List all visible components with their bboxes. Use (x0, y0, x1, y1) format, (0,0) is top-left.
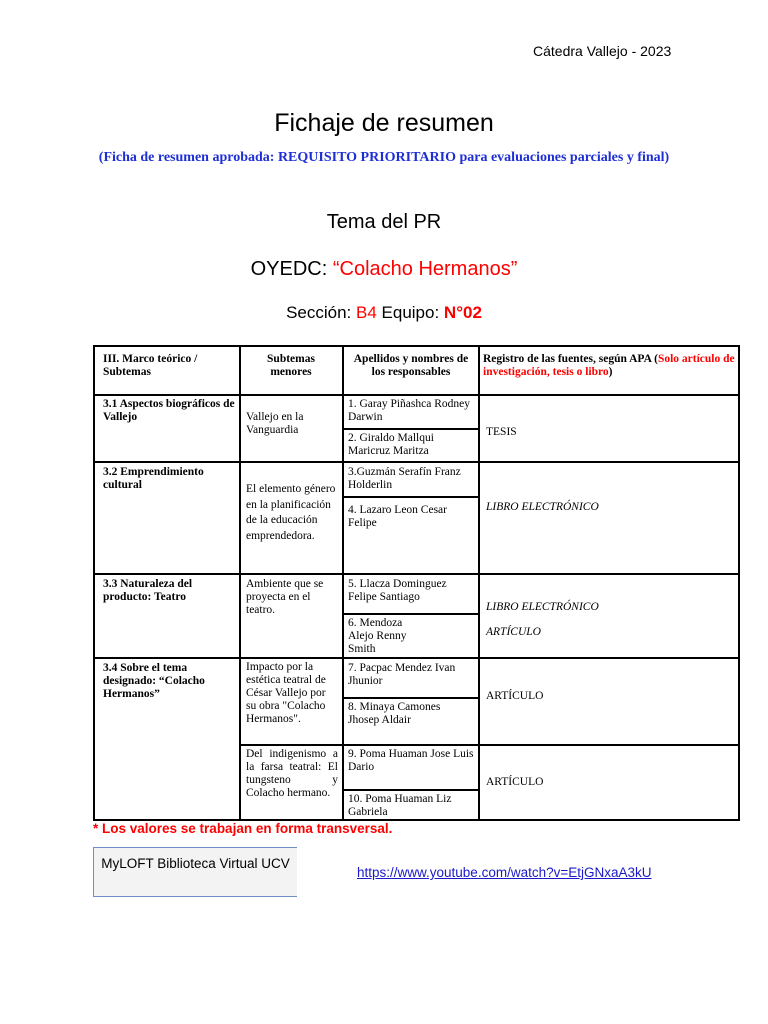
table-col-divider (239, 345, 241, 821)
row4-resp-1: 7. Pacpac Mendez Ivan Jhunior (348, 662, 456, 687)
row3-marco: 3.3 Naturaleza del producto: Teatro (103, 578, 193, 603)
team-label: Equipo: (376, 303, 444, 322)
row5-fuente: ARTÍCULO (486, 776, 544, 788)
table-row-divider (239, 744, 739, 746)
oyedc-heading (0, 258, 768, 281)
table-row-divider (93, 394, 739, 396)
resp-divider (342, 789, 478, 791)
oyedc-value: “Colacho Hermanos” (332, 258, 518, 280)
resp-divider (342, 697, 478, 699)
row5-resp-1: 9. Poma Huaman Jose Luis Dario (348, 748, 474, 773)
row4-fuente: ARTÍCULO (486, 690, 544, 702)
youtube-link[interactable]: https://www.youtube.com/watch?v=EtjGNxaA3kU (357, 865, 652, 880)
row1-marco: 3.1 Aspectos biográficos de Vallejo (103, 398, 235, 423)
section-team-line (0, 303, 768, 323)
row2-fuente: LIBRO ELECTRÓNICO (486, 501, 599, 513)
header-registro-suffix: ) (608, 366, 613, 378)
row2-marco: 3.2 Emprendimiento cultural (103, 466, 204, 491)
section-label: Sección: (286, 303, 357, 322)
table-row-divider (93, 657, 739, 659)
row3-fuente-1: LIBRO ELECTRÓNICO (486, 601, 599, 613)
row4-subtema: Impacto por la estética teatral de César Vallejo por su obra "Colacho Hermanos". (246, 661, 326, 725)
row1-resp-1: 1. Garay Piñashca Rodney Darwin (348, 398, 470, 423)
header-subtemas: Subtemas menores (267, 353, 315, 378)
page-title: Fichaje de resumen (274, 109, 494, 137)
row3-resp-2: 6. Mendoza Alejo Renny Smith (348, 617, 407, 655)
row4-marco: 3.4 Sobre el tema designado: “Colacho Hermanos” (103, 662, 205, 700)
table-col-divider (478, 345, 480, 821)
row4-resp-2: 8. Minaya Camones Jhosep Aldair (348, 701, 441, 726)
team-value: N°02 (443, 303, 482, 322)
resp-divider (342, 428, 478, 430)
row5-resp-2: 10. Poma Huaman Liz Gabriela (348, 793, 452, 818)
transversal-note: * Los valores se trabajan en forma transversal. (93, 821, 393, 836)
resp-divider (342, 613, 478, 615)
row2-resp-1: 3.Guzmán Serafín Franz Holderlin (348, 466, 461, 491)
row2-subtema: El elemento género en la planificación de la educación emprendedora. (246, 483, 336, 542)
header-marco: III. Marco teórico / Subtemas (103, 353, 198, 378)
row1-fuente: TESIS (486, 426, 517, 438)
row2-resp-2: 4. Lazaro Leon Cesar Felipe (348, 504, 447, 529)
row3-fuente-2: ARTÍCULO (486, 626, 541, 638)
row3-resp-1: 5. Llacza Dominguez Felipe Santiago (348, 578, 447, 603)
section-value: B4 (356, 303, 377, 322)
header-registro-note: Solo artículo de investigación, tesis o libro (483, 353, 735, 378)
table-row-divider (93, 461, 739, 463)
table-row-divider (93, 573, 739, 575)
row1-subtema: Vallejo en la Vanguardia (246, 411, 304, 436)
page-subtitle (0, 150, 768, 166)
table-border-top (93, 345, 739, 347)
row1-resp-2: 2. Giraldo Mallqui Maricruz Maritza (348, 432, 434, 457)
header-responsables: Apellidos y nombres de los responsables (353, 353, 469, 378)
table-border-right (738, 345, 740, 821)
row5-subtema: Del indigenismo a la farsa teatral: El tungsteno y Colacho hermano. (246, 748, 338, 799)
tema-heading: Tema del PR (326, 211, 442, 233)
resp-divider (342, 496, 478, 498)
table-col-divider (342, 345, 344, 821)
row3-subtema: Ambiente que se proyecta en el teatro. (246, 578, 324, 616)
myloft-library-button[interactable]: MyLOFT Biblioteca Virtual UCV (93, 847, 297, 897)
course-label: Cátedra Vallejo - 2023 (533, 43, 672, 59)
oyedc-label: OYEDC: (250, 258, 333, 280)
table-border-left (93, 345, 95, 821)
summary-table (93, 345, 739, 821)
header-registro-prefix: Registro de las fuentes, según APA ( (483, 353, 658, 365)
subtitle-emphasis: REQUISITO PRIORITARIO (277, 150, 456, 165)
subtitle-suffix: para evaluaciones parciales y final) (455, 150, 670, 165)
subtitle-prefix: (Ficha de resumen aprobada: (98, 150, 278, 165)
header-registro (483, 353, 735, 379)
